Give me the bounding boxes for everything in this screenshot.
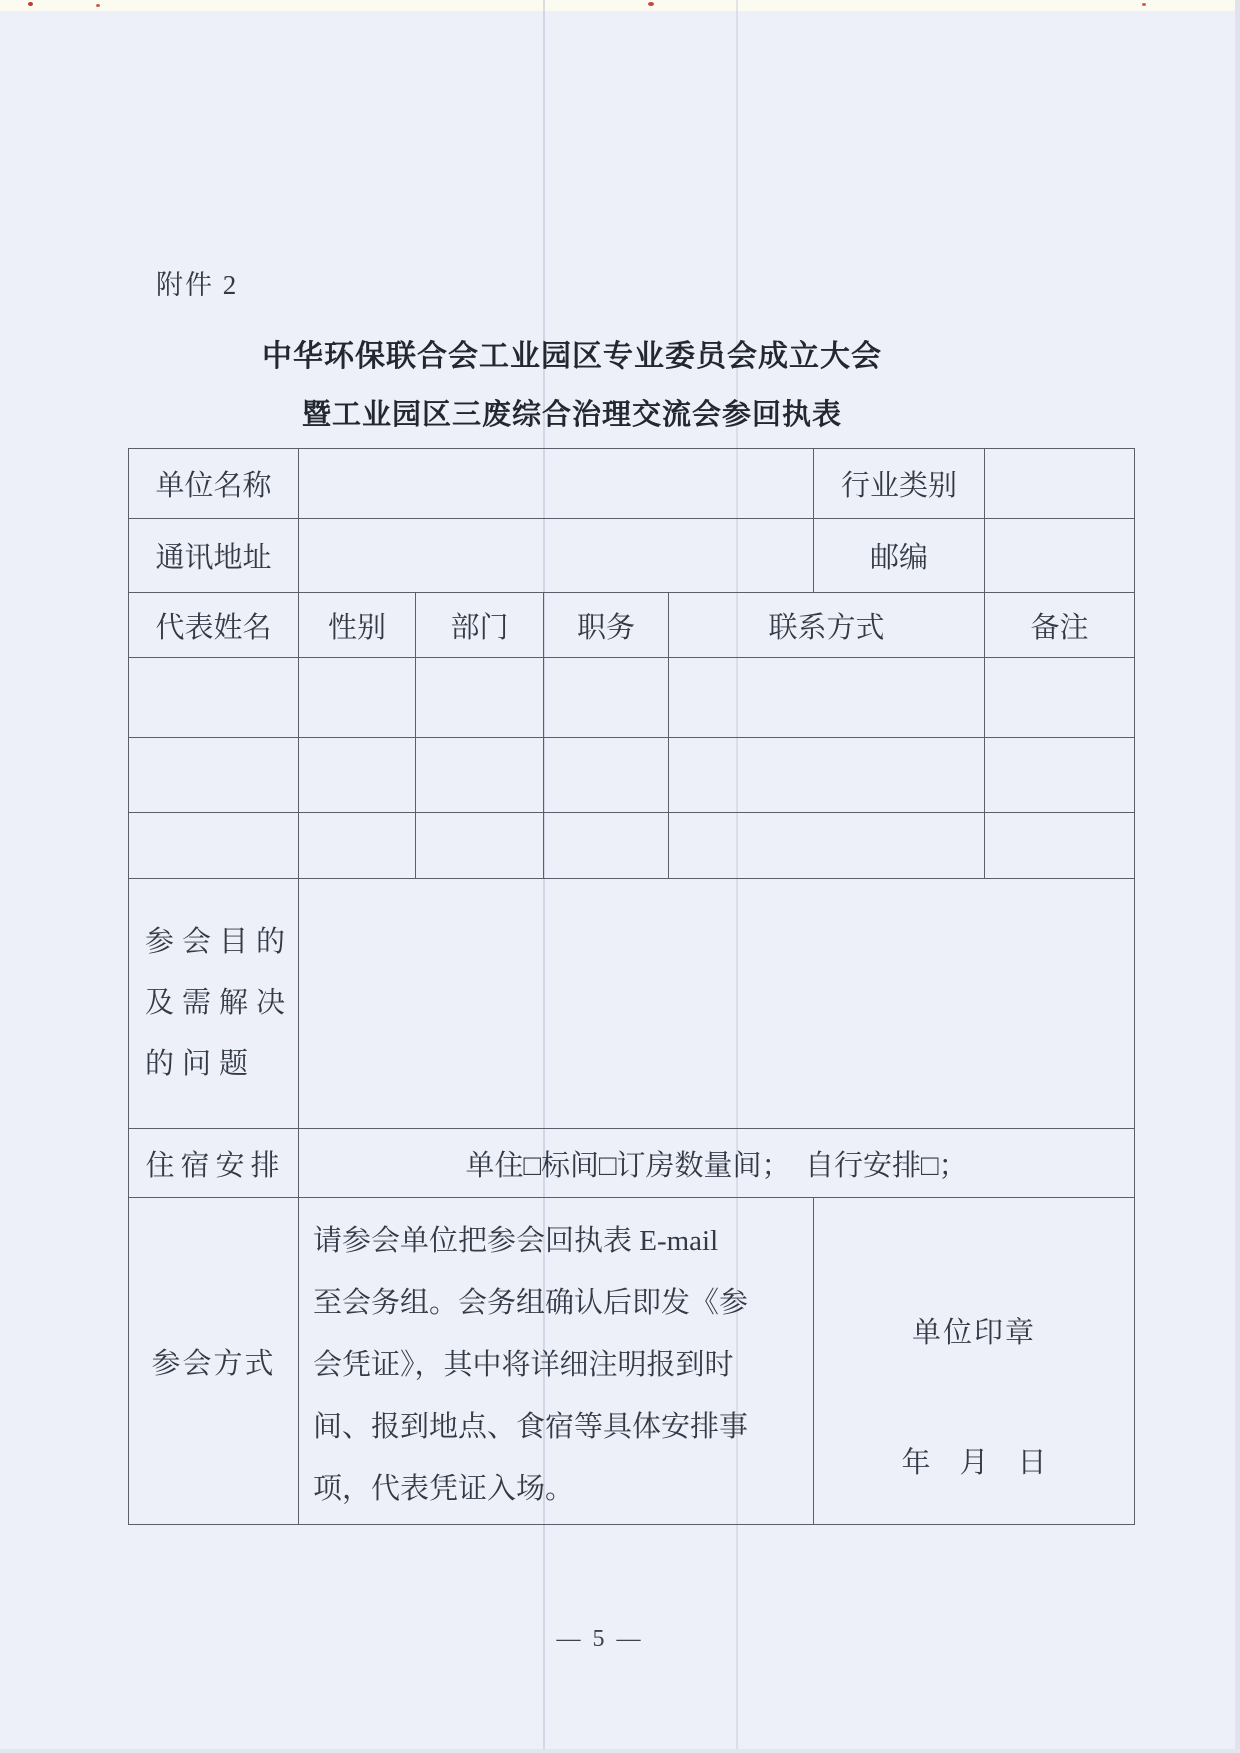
accommodation-options: 单住□标间□订房数量间； 自行安排□； (299, 1129, 1134, 1198)
document-title-line-2: 暨工业园区三废综合治理交流会参回执表 (301, 399, 842, 431)
rep-entry-contact (669, 813, 985, 879)
participation-text-line: 至会务组。会务组确认后即发《参 (313, 1287, 749, 1319)
rep-entry-position (544, 813, 669, 879)
rep-header-name: 代表姓名 (129, 593, 299, 658)
seal-cell (814, 1198, 1134, 1524)
rep-entry-gender (299, 738, 416, 813)
attachment-label: 附件 2 (156, 270, 239, 300)
rep-entry-contact (669, 658, 985, 738)
page-number: — 5 — (556, 1626, 644, 1652)
date-label: 年 月 日 (901, 1447, 1047, 1479)
scan-edge-strip (0, 0, 1240, 11)
participation-label: 参会方式 (129, 1198, 299, 1524)
purpose-label-line: 参会目的 (145, 926, 294, 958)
rep-entry-remark (985, 658, 1134, 738)
unit-name-value (299, 449, 814, 519)
participation-text-line: 间、报到地点、食宿等具体安排事 (313, 1411, 749, 1443)
reply-form-table (128, 448, 1135, 1525)
rep-entry-name (129, 813, 299, 879)
participation-text-line: 请参会单位把参会回执表 E-mail (313, 1225, 719, 1257)
participation-text-line: 会凭证》，其中将详细注明报到时 (313, 1349, 734, 1381)
rep-entry-remark (985, 738, 1134, 813)
accommodation-label: 住宿安排 (129, 1129, 299, 1198)
rep-entry-position (544, 738, 669, 813)
rep-entry-department (416, 813, 544, 879)
rep-header-contact: 联系方式 (669, 593, 985, 658)
rep-entry-contact (669, 738, 985, 813)
rep-entry-gender (299, 658, 416, 738)
rep-entry-name (129, 738, 299, 813)
rep-entry-department (416, 738, 544, 813)
industry-category-value (985, 449, 1134, 519)
purpose-label-line: 及需解决 (145, 987, 294, 1019)
rep-header-remark: 备注 (985, 593, 1134, 658)
participation-instructions (299, 1198, 814, 1524)
scan-edge-shade (1235, 0, 1240, 1753)
address-label: 通讯地址 (129, 519, 299, 593)
participation-text-line: 项，代表凭证入场。 (313, 1473, 575, 1505)
rep-entry-position (544, 658, 669, 738)
purpose-label (129, 879, 299, 1129)
postcode-label: 邮编 (814, 519, 985, 593)
scan-edge-shade (0, 1749, 1240, 1753)
document-title-line-1: 中华环保联合会工业园区专业委员会成立大会 (262, 340, 882, 373)
scan-noise-speck (1142, 3, 1146, 6)
scan-noise-speck (28, 2, 33, 6)
industry-category-label: 行业类别 (814, 449, 985, 519)
rep-entry-remark (985, 813, 1134, 879)
rep-entry-gender (299, 813, 416, 879)
rep-entry-department (416, 658, 544, 738)
purpose-value (299, 879, 1134, 1129)
rep-header-department: 部门 (416, 593, 544, 658)
address-value (299, 519, 814, 593)
scan-noise-speck (648, 2, 654, 6)
rep-entry-name (129, 658, 299, 738)
rep-header-gender: 性别 (299, 593, 416, 658)
unit-name-label: 单位名称 (129, 449, 299, 519)
unit-seal-label: 单位印章 (911, 1317, 1036, 1349)
scan-noise-speck (96, 4, 100, 7)
postcode-value (985, 519, 1134, 593)
purpose-label-line: 的问题 (145, 1048, 257, 1080)
rep-header-position: 职务 (544, 593, 669, 658)
